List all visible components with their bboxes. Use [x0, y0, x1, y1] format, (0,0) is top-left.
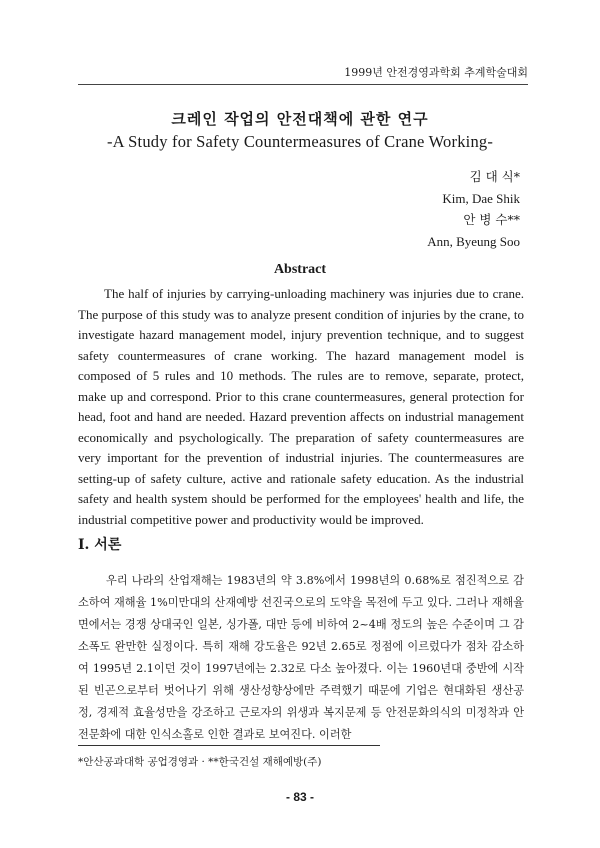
abstract-heading: Abstract — [273, 262, 327, 277]
section-heading-introduction: I. 서론 — [78, 537, 122, 553]
paper-title-korean: 크레인 작업의 안전대책에 관한 연구 — [171, 110, 429, 128]
author-1-english: Kim, Dae Shik — [442, 190, 520, 206]
paper-title-english: -A Study for Safety Countermeasures of Crane Working- — [106, 132, 494, 151]
author-2-korean: 안 병 수** — [463, 212, 520, 227]
running-header: 1999년 안전경영과학회 추계학술대회 — [78, 64, 528, 85]
abstract-body: The half of injuries by carrying-unloading machinery was injuries due to crane. The purpose of this study was to analyze present condition of injuries by the crane, to investigate hazard management model, injury prevention technique, and to suggest safety countermeasures of crane working. The hazard management model is composed of 5 rules and 10 methods. The rules are to remove, separate, protect, make up and correspond. Prior to this crane countermeasures, general protection for head, foot and hand are needed. Hazard prevention affects on industrial management economically and psychologically. The preparation of safety countermeasures are very important for the prevention of industrial injuries. The countermeasures are setting-up of safety culture, active and rationale safety education. As the industrial safety and health system should be performed for the employees' health and life, the industrial competitive power and productivity would be improved. — [78, 286, 524, 527]
introduction-paragraph: 우리 나라의 산업재해는 1983년의 약 3.8%에서 1998년의 0.68%로 점진적으로 감소하여 재해율 1%미만대의 산재예방 선진국으로의 도약을 목전에 두고 있다. 그러나 재해율면에서는 경쟁 상대국인 일본, 싱가폴, 대만 등에 비하여 2~4배 정도의 높은 수준이며 그 감소폭도 완만한 실정이다. 특히 재해 강도율은 92년 2.65로 정점에 이르렀다가 점차 감소하여 1995년 2.1이던 것이 1997년에는 2.32로 다소 높아졌다. 이는 1960년대 중반에 시작된 빈곤으로부터 벗어나기 위해 생산성향상에만 주력했기 때문에 기업은 현대화된 생산공정, 경제적 효율성만을 강조하고 근로자의 위생과 복지문제 등 안전문화의식의 미정착과 안전문화에 대한 인식소홀로 인한 결과로 보여진다. 이러한 — [78, 574, 524, 741]
author-1-korean: 김 대 식* — [469, 169, 520, 184]
page-number: - 83 - — [285, 790, 314, 804]
author-block — [427, 166, 520, 252]
author-affiliation-footnote: *안산공과대학 공업경영과 · **한국건설 재해예방(주) — [78, 756, 322, 768]
author-2-english: Ann, Byeung Soo — [427, 233, 520, 249]
footnote-divider — [78, 745, 380, 746]
